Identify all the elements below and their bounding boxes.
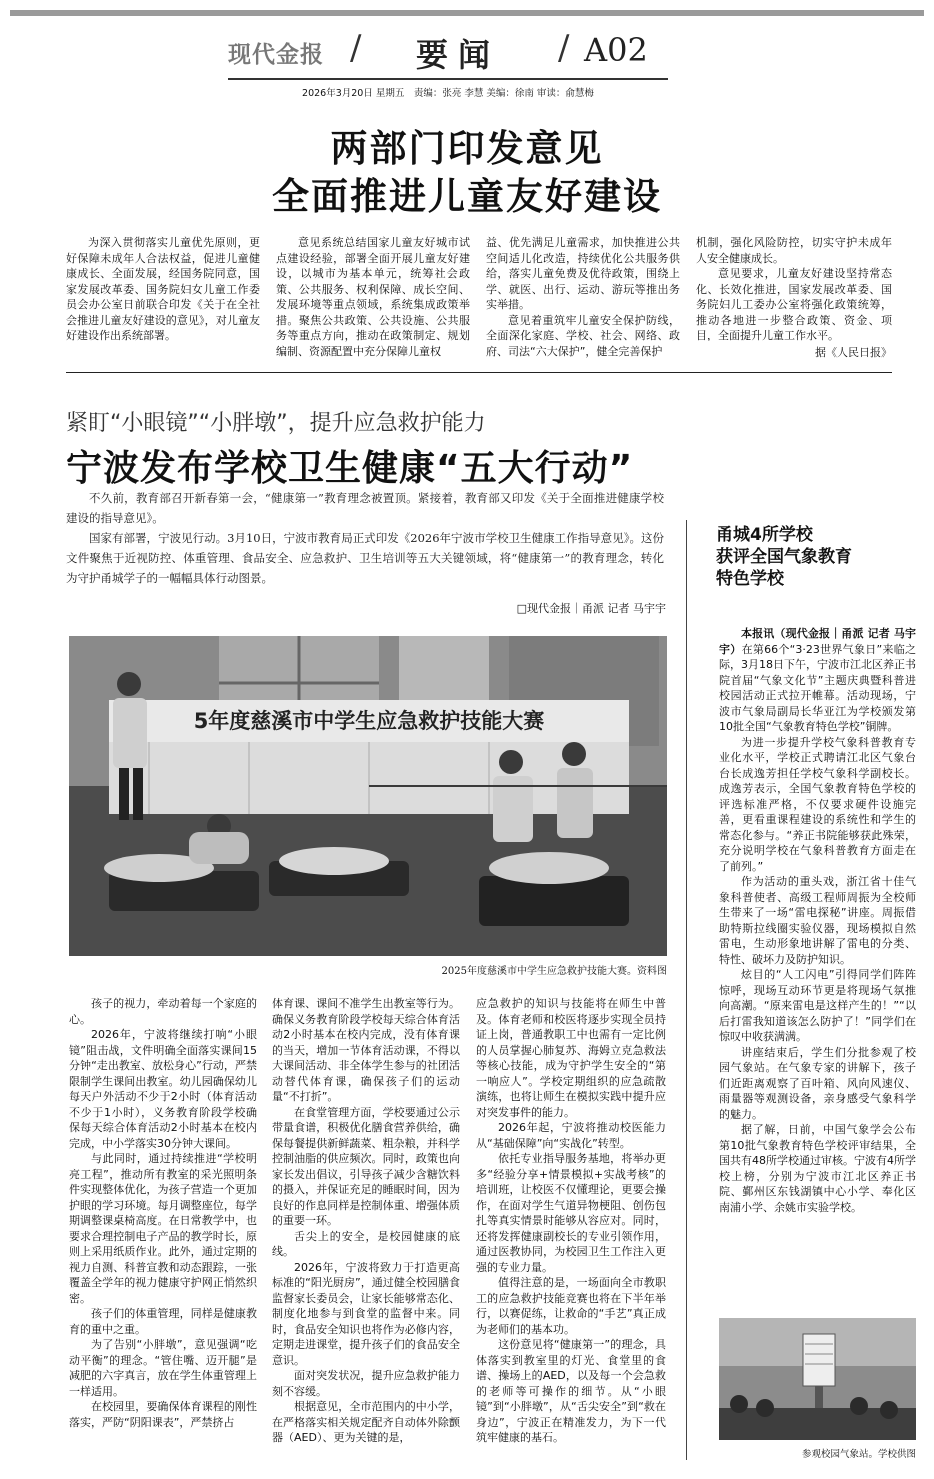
body-paragraph: 在校园里，要确保体育课程的刚性落实，严防“阴阳课表”，严禁挤占 (69, 1400, 257, 1429)
body-paragraph (719, 626, 916, 735)
main-kicker: 紧盯“小眼镜”“小胖墩”，提升应急救护能力 (66, 411, 486, 436)
sidebar-intro: 本报讯（现代金报｜甬派 记者 马宇宇） (719, 627, 916, 656)
main-headline: 宁波发布学校卫生健康“五大行动” (66, 448, 634, 489)
body-paragraph: 面对突发状况，提升应急救护能力刻不容缓。 (272, 1369, 460, 1398)
body-paragraph: 这份意见将“健康第一”的理念，具体落实到教室里的灯光、食堂里的食谱、操场上的AED，以及每一个会急救的老师等可操作的细节。从“小眼镜”到“小胖墩”，从“舌尖安全”到“救在身边”，宁波正在精准发力，为下一代筑牢健康的基石。 (476, 1338, 666, 1444)
sidebar-divider (686, 520, 687, 1460)
body-paragraph: 根据意见，全市范围内的中小学，在严格落实相关规定配齐自动体外除颤器（AED）、更为关键的是， (272, 1400, 460, 1444)
masthead (228, 30, 668, 78)
body-paragraph: 孩子们的体重管理，同样是健康教育的重中之重。 (69, 1307, 257, 1336)
body-paragraph: 2026年，宁波将继续打响“小眼镜”阻击战，文件明确全面落实课间15分钟“走出教室、放松身心”行动，严禁限制学生课间出教室。幼儿园确保幼儿每天户外活动不少于2小时（体育活动不少于1小时），义务教育阶段学校确保每天综合体育活动2小时基本在校内完成，中小学落实30分钟大课间。 (69, 1028, 257, 1150)
weather-station-photo (719, 1318, 916, 1440)
photo-illustration (69, 636, 667, 956)
sidebar-headline-line: 特色学校 (716, 569, 784, 589)
body-paragraph: 2026年起，宁波将推动校医能力从“基础保障”向“实战化”转型。 (476, 1121, 666, 1150)
body-paragraph: 据了解，日前，中国气象学会公布第10批气象教育特色学校评审结果，全国共有48所学校通过审核。宁波有4所学校上榜，分别为宁波市江北区养正书院、鄞州区东钱湖镇中心小学、奉化区南浦小学、余姚市实验学校。 (719, 1123, 916, 1214)
lead-paragraph: 为深入贯彻落实儿童优先原则，更好保障未成年人合法权益，促进儿童健康成长、全面发展，经国务院同意，国家发展改革委、国务院妇女儿童工作委员会办公室日前联合印发《关于在全社会推进儿童友好建设的意见》，对儿童友好建设作出系统部署。 (66, 236, 260, 342)
body-paragraph: 为了告别“小胖墩”，意见强调“吃动平衡”的理念。“管住嘴、迈开腿”是减肥的六字真言，放在学生体重管理上一样适用。 (69, 1338, 257, 1398)
sidebar-headline (716, 524, 916, 590)
body-paragraph: 与此同时，通过持续推进“学校明亮工程”，推动所有教室的采光照明条件实现整体优化，为孩子营造一个更加护眼的学习环境。每月调整座位，每学期调整课桌椅高度。在日常教学中，也要求合理控制电子产品的教学时长，原则上采用纸质作业。此外，通过定期的视力自测、科普宣教和动态跟踪，一张覆盖全学年的视力健康守护网正悄然织密。 (69, 1152, 257, 1305)
main-body-column-3 (476, 996, 666, 1458)
weather-station-illustration (719, 1318, 916, 1440)
masthead-rule (228, 78, 668, 80)
body-paragraph: 依托专业指导服务基地，将举办更多“经验分享+情景模拟+实战考核”的培训班，让校医不仅懂理论，更要会操作，在面对学生气道异物梗阻、创伤包扎等真实情景时能够从容应对。同时，还将发挥健康副校长的专业引领作用，通过医教协同，为校园卫生工作注入更强的专业力量。 (476, 1152, 666, 1274)
main-body-column-1 (69, 996, 257, 1458)
sidebar-headline-line: 获评全国气象教育 (716, 547, 852, 567)
page-number: A02 (584, 31, 648, 69)
body-paragraph: 体育课、课间不准学生出教室等行为。确保义务教育阶段学校每天综合体育活动2小时基本在校内完成，没有体育课的当天，增加一节体育活动课，不得以大课间活动、非全体学生参与的社团活动替代体育课，确保孩子们的运动量“不打折”。 (272, 997, 460, 1103)
sidebar-photo-caption: 参观校园气象站。学校供图 (801, 1449, 916, 1460)
lead-column-1 (66, 235, 260, 361)
section-name: 要闻 (416, 36, 501, 74)
lead-headline-line1: 两部门印发意见 (330, 127, 604, 170)
masthead-divider: / (558, 28, 570, 68)
lead-headline-line2: 全面推进儿童友好建设 (272, 175, 662, 218)
lead-paragraph: 国家有部署，宁波见行动。3月10日，宁波市教育局正式印发《2026年宁波市学校卫生健康工作指导意见》。这份文件聚焦于近视防控、体重管理、食品安全、应急救护、卫生培训等五大关键领域，将“健康第一”的教育理念，转化为守护甬城学子的一幅幅具体行动图景。 (66, 531, 664, 585)
body-paragraph: 应急救护的知识与技能将在师生中普及。体育老师和校医将逐步实现全员持证上岗，普通教职工中也需有一定比例的人员掌握心肺复苏、海姆立克急救法等核心技能，成为守护学生安全的“第一响应人”。学校定期组织的应急疏散演练，也将让师生在模拟实践中提升应对突发事件的能力。 (476, 997, 666, 1119)
sidebar-intro-text: 在第66个“3·23世界气象日”来临之际，3月18日下午，宁波市江北区养正书院首届“气象文化节”主题庆典暨科普进校园活动正式拉开帷幕。活动现场，宁波市气象局副局长华亚江为学校颁发第10批全国“气象教育特色学校”铜牌。 (719, 642, 916, 733)
body-paragraph: 在食堂管理方面，学校要通过公示带量食谱，积极优化膳食营养供给，确保每餐提供新鲜蔬菜、粗杂粮，并科学控制油脂的供应频次。同时，政策也向家长发出倡议，引导孩子减少含糖饮料的摄入，并保证充足的睡眠时间，因为良好的作息同样是控制体重、增强体质的重要一环。 (272, 1105, 460, 1227)
body-paragraph: 炫目的“人工闪电”引得同学们阵阵惊呼，现场互动环节更是将现场气氛推向高潮。“原来雷电是这样产生的！”“以后打雷我知道该怎么防护了！”同学们在惊叹中收获满满。 (719, 968, 916, 1043)
banner-text: 5年度慈溪市中学生应急救护技能大赛 (193, 709, 545, 733)
sidebar-headline-line: 甬城4所学校 (716, 525, 813, 545)
lead-paragraph: 意见要求，儿童友好建设坚持常态化、长效化推进，国家发展改革委、国务院妇儿工委办公室将强化政策统筹，推动各地进一步整合政策、资金、项目，全面提升儿童工作水平。 (696, 267, 892, 341)
lead-paragraph: 机制，强化风险防控，切实守护未成年人安全健康成长。 (696, 236, 892, 265)
dateline: 2026年3月20日 星期五 责编：张亮 李慧 美编：徐南 审读：俞慧梅 (302, 88, 594, 99)
main-body-column-2 (272, 996, 460, 1458)
main-lead (66, 488, 664, 588)
lead-column-4 (696, 235, 892, 341)
first-aid-competition-photo (69, 636, 667, 956)
body-paragraph: 作为活动的重头戏，浙江省十佳气象科普使者、高级工程师周振为全校师生带来了一场“雷电探秘”讲座。周振借助特斯拉线圈实验仪器，现场模拟自然雷电，生动形象地讲解了雷电的分类、特性、破坏力及防护知识。 (719, 875, 916, 966)
body-paragraph: 为进一步提升学校气象科普教育专业化水平，学校正式聘请江北区气象台台长成逸芳担任学校气象科学副校长。成逸芳表示，全国气象教育特色学校的评选标准严格，不仅要求硬件设施完善，更看重课程建设的系统性和学生的常态化参与。“养正书院能够获此殊荣，充分说明学校在气象科普教育方面走在了前列。” (719, 735, 916, 873)
body-paragraph: 值得注意的是，一场面向全市教职工的应急救护技能竞赛也将在下半年举行，以赛促练，让救命的“手艺”真正成为老师们的基本功。 (476, 1276, 666, 1336)
photo-caption: 2025年度慈溪市中学生应急救护技能大赛。资料图 (441, 966, 667, 977)
lead-paragraph: 意见系统总结国家儿童友好城市试点建设经验，部署全面开展儿童友好建设，以城市为基本单元，统筹社会政策、公共服务、权利保障、成长空间、发展环境等重点领域，系统集成政策举措。聚焦公共政策、公共设施、公共服务等重点方向，推动在政策制定、规划编制、资源配置中充分保障儿童权 (276, 236, 470, 358)
lead-paragraph: 意见着重筑牢儿童安全保护防线，全面深化家庭、学校、社会、网络、政府、司法“六大保护”，健全完善保护 (486, 313, 680, 358)
body-paragraph: 讲座结束后，学生们分批参观了校园气象站。在气象专家的讲解下，孩子们近距离观察了百叶箱、风向风速仪、雨量器等观测设备，亲身感受气象科学的魅力。 (719, 1045, 916, 1121)
body-paragraph: 舌尖上的安全，是校园健康的底线。 (272, 1229, 460, 1258)
lead-column-2 (276, 235, 470, 361)
body-paragraph: 孩子的视力，牵动着每一个家庭的心。 (69, 997, 257, 1026)
paper-name: 现代金报 (228, 41, 324, 68)
sidebar-body (719, 626, 916, 1310)
body-paragraph: 2026年，宁波将致力于打造更高标准的“阳光厨房”，通过健全校园膳食监督家长委员会，让家长能够常态化、制度化地参与到食堂的监督中来。同时，食品安全知识也将作为必修内容，定期走进课堂，提升孩子们的食品安全意识。 (272, 1260, 460, 1367)
masthead-divider: / (350, 28, 362, 68)
byline: □现代金报｜甬派 记者 马宇宇 (516, 602, 666, 615)
lead-paragraph: 益、优先满足儿童需求，加快推进公共空间适儿化改造，持续优化公共服务供给，落实儿童免费及优待政策，围绕上学、就医、出行、运动、游玩等推出务实举措。 (486, 236, 680, 311)
top-rule-bar (10, 10, 924, 16)
section-divider (66, 372, 892, 373)
lead-paragraph: 不久前，教育部召开新春第一会，“健康第一”教育理念被置顶。紧接着，教育部又印发《关于全面推进健康学校建设的指导意见》。 (66, 491, 664, 525)
lead-source: 据《人民日报》 (815, 346, 892, 359)
lead-column-3 (486, 235, 680, 361)
